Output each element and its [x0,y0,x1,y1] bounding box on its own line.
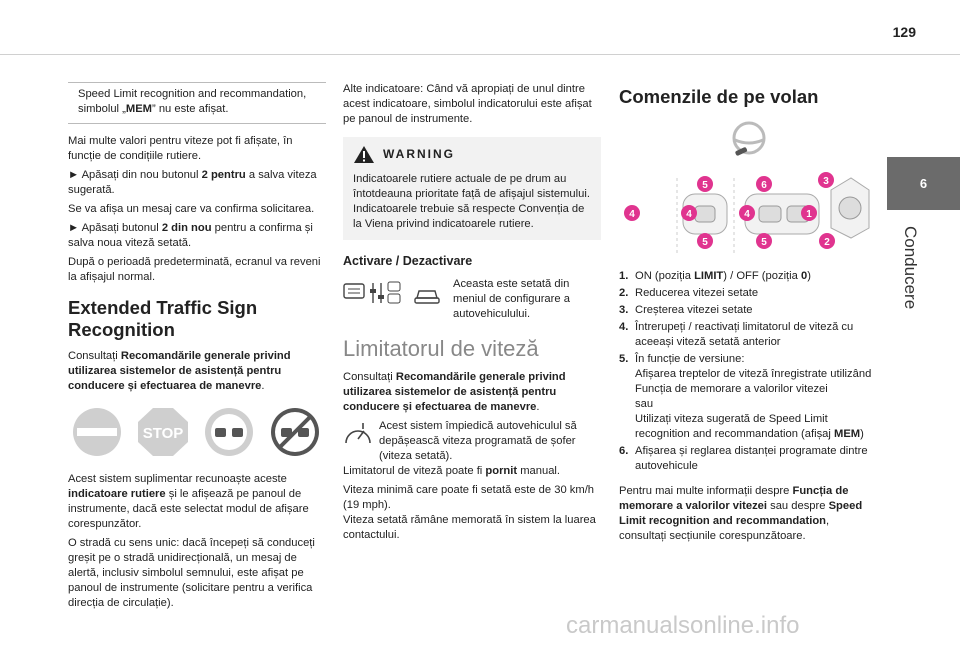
section-heading: Comenzile de pe volan [619,86,819,107]
header-rule [0,54,960,55]
vehicle-settings-icon [343,279,447,307]
list-item: 1. ON (poziția LIMIT) / OFF (poziția 0) [619,270,811,282]
rotary-knob [831,178,869,238]
svg-text:4: 4 [629,209,635,220]
no-overtaking-sign-icon [200,406,258,458]
page-number: 129 [892,24,916,40]
paragraph: Alte indicatoare: Când vă apropiați de unul dintre acest indicatoare, simbolul indicatorului este afișat pe panoul de instrumente. [343,83,592,125]
list-item: 6. Afișarea și reglarea distanței programate dintre autovehicule [619,445,868,472]
section-heading: Extended Traffic Sign Recognition [68,297,258,340]
closing-paragraph: Pentru mai multe informații despre Funcția de memorare a valorilor vitezei sau despre Speed Limit recognition and recommandation, consultați secțiunile corespunzătoare. [619,485,863,542]
callout-2 [819,233,835,249]
callout-4-left [624,205,640,221]
reference-text: Consultați Recomandările generale privind utilizarea sistemelor de asistență pentru conducere și efectuarea de manevre. [343,371,566,413]
paragraph: Viteza minimă care poate fi setată este de 30 km/h (19 mph). [343,484,595,511]
paragraph: Acest sistem suplimentar recunoaște aceste indicatoare rutiere și le afișează pe panoul de instrumente, dacă este selectat modul de afișare corespunzător. [68,473,309,530]
subsection-heading: Activare / Dezactivare [343,254,473,268]
paragraph: Limitatorul de viteză poate fi pornit manual. [343,465,561,477]
callout-1 [801,205,817,221]
paragraph: După o perioadă predeterminată, ecranul va reveni la afișajul normal. [68,256,321,283]
paragraph: O stradă cu sens unic: dacă începeți să conduceți greșit pe o stradă unidirecțională, un mesaj de alertă, inclusiv simbolul semnului, este afișat pe panoul de instrumente (solicitare pentru a verifica direcția de circulație). [68,537,315,609]
paragraph: Mai multe valori pentru viteze pot fi afișate, în funcție de condițiile rutiere. [68,135,293,162]
list-item: 4. Întrerupeți / reactivați limitatorul de viteză cu aceeași viteză setată anterior [619,321,854,348]
svg-text:4: 4 [686,209,692,220]
svg-text:5: 5 [702,180,708,191]
column-1 [68,82,326,615]
column-2 [343,82,601,547]
chapter-tab[interactable]: 6 [887,157,960,210]
callout-3 [818,172,834,188]
instruction-step: ► Apăsați din nou butonul 2 pentru a salva viteza sugerată. [68,169,317,196]
list-item: 2. Reducerea vitezei setate [619,287,759,299]
svg-text:4: 4 [744,209,750,220]
callout-4-mid [681,205,697,221]
callout-5-top [697,176,713,192]
instruction-step: ► Apăsați butonul 2 din nou pentru a confirma și salva noua viteză setată. [68,222,313,249]
list-item: 3. Creșterea vitezei setate [619,304,753,316]
svg-text:3: 3 [823,176,829,187]
end-of-no-overtaking-sign-icon [266,406,324,458]
warning-triangle-icon [353,145,375,164]
callout-4-right [739,205,755,221]
column-3 [619,82,877,548]
callout-5-bottom-left [697,233,713,249]
svg-text:5: 5 [702,237,708,248]
speed-limiter-paragraph: Acest sistem împiedică autovehiculul să depășească viteza programată de șofer (viteza setată). [343,419,601,464]
activation-paragraph: Aceasta este setată din meniul de configurare a autovehiculului. [343,277,601,322]
stop-sign-icon [134,406,192,458]
controls-list [619,269,877,474]
note-box: Speed Limit recognition and recommandation, simbolul „MEM” nu este afișat. [68,82,326,124]
warning-text: Indicatoarele rutiere actuale de pe drum au întotdeauna prioritate față de afișajul sistemului. [353,173,590,200]
warning-box [343,137,601,240]
svg-text:5: 5 [761,237,767,248]
steering-wheel-diagram [619,116,877,261]
no-entry-sign-icon [68,406,126,458]
chapter-section-title: Limitatorul de viteză [343,336,539,361]
watermark: carmanualsonline.info [566,612,800,639]
reference-text: Consultați Recomandările generale privind utilizarea sistemelor de asistență pentru conducere și efectuarea de manevre. [68,350,291,392]
callout-6 [756,176,772,192]
stop-sign-text: STOP [142,425,184,442]
traffic-sign-row [68,406,326,458]
svg-text:1: 1 [806,209,812,220]
steering-wheel-icon [734,123,764,156]
chapter-label: Conducere [901,226,920,310]
paragraph: Se va afișa un mesaj care va confirma solicitarea. [68,203,315,215]
warning-text: Indicatoarele trebuie să respecte Convenția de la Viena privind indicatoarele rutiere. [353,203,585,230]
speed-limiter-icon [343,421,373,449]
warning-title: WARNING [383,147,455,161]
list-item: 5. În funcție de versiune: Afișarea treptelor de viteză înregistrate utilizând Funcția de memorare a valorilor vitezei sau Utilizați viteza sugerată de Speed Limit recognition and recommandation (afișaj MEM) [619,353,872,440]
svg-text:6: 6 [761,180,767,191]
steering-controls-diagram [619,116,877,261]
svg-text:2: 2 [824,237,830,248]
callout-5-bottom-right [756,233,772,249]
paragraph: Viteza setată rămâne memorată în sistem la luarea contactului. [343,514,596,541]
